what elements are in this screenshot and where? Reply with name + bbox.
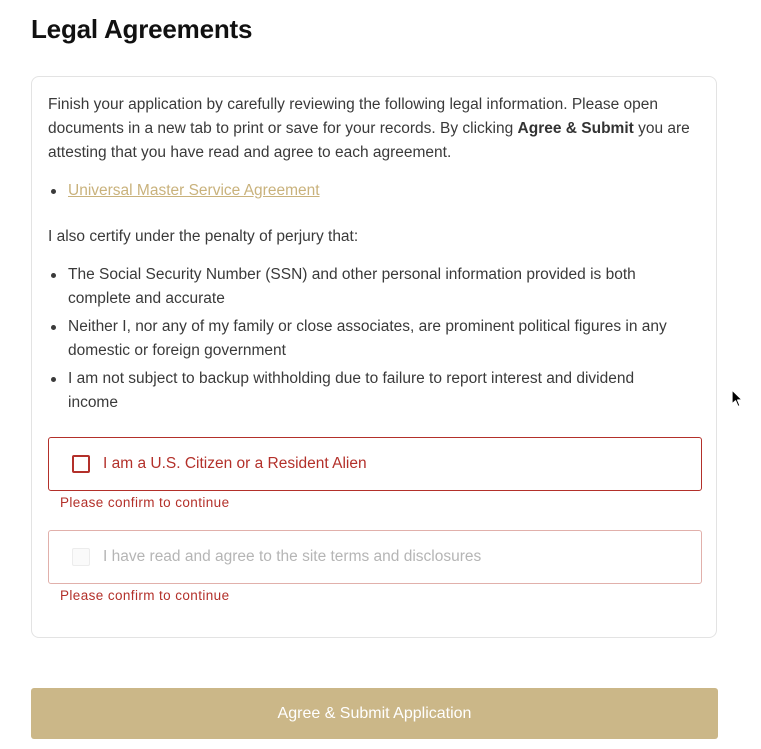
citizen-error-message: Please confirm to continue [60, 495, 230, 510]
certification-item: The Social Security Number (SSN) and other personal information provided is both complete and accurate [48, 263, 688, 311]
terms-checkbox[interactable] [72, 548, 90, 566]
agree-submit-button[interactable]: Agree & Submit Application [31, 688, 718, 739]
legal-agreements-card [31, 76, 717, 638]
document-list [48, 179, 698, 203]
certification-item: I am not subject to backup withholding due to failure to report interest and dividend income [48, 367, 688, 415]
citizen-checkbox-label[interactable]: I am a U.S. Citizen or a Resident Alien [103, 455, 367, 472]
terms-error-message: Please confirm to continue [60, 588, 230, 603]
page-title: Legal Agreements [31, 14, 253, 44]
certification-list [48, 263, 688, 419]
intro-text [48, 93, 698, 165]
intro-text-end: you are attesting that you have read and agree to each agreement. [48, 120, 690, 161]
certify-intro: I also certify under the penalty of perjury that: [48, 228, 359, 245]
mouse-pointer-icon [731, 389, 745, 409]
terms-checkbox-field[interactable] [48, 530, 702, 584]
universal-master-service-agreement-link[interactable]: Universal Master Service Agreement [68, 182, 320, 199]
citizen-checkbox-field[interactable] [48, 437, 702, 491]
certification-item: Neither I, nor any of my family or close associates, are prominent political figures in any domestic or foreign government [48, 315, 688, 363]
citizen-checkbox[interactable] [72, 455, 90, 473]
document-list-item [48, 179, 698, 203]
intro-text-bold: Agree & Submit [517, 120, 634, 137]
intro-text-start: Finish your application by carefully reviewing the following legal information. Please open documents in a new tab to print or save for your records. By clicking [48, 96, 659, 137]
terms-checkbox-label[interactable]: I have read and agree to the site terms and disclosures [103, 548, 482, 565]
